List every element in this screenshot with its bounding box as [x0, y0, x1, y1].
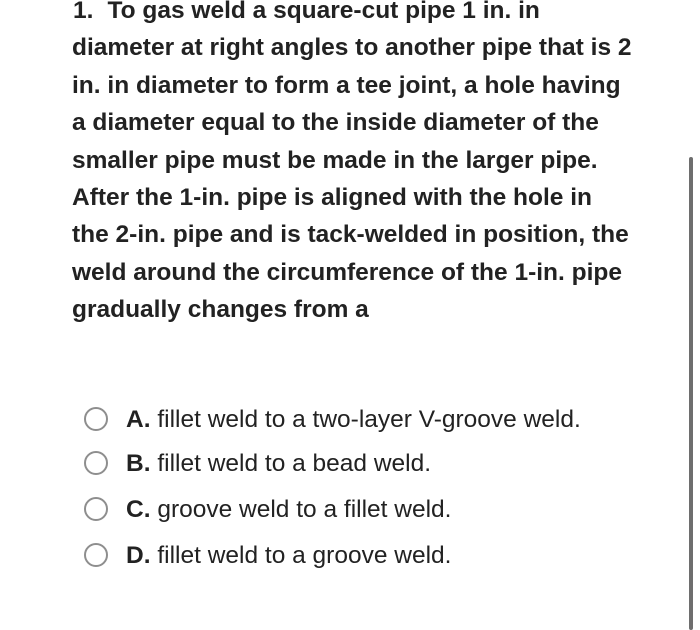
radio-button-icon[interactable] — [84, 497, 108, 521]
option-d-letter: D. — [126, 542, 151, 569]
radio-button-icon[interactable] — [84, 451, 108, 475]
option-d-text: fillet weld to a groove weld. — [157, 542, 452, 569]
option-d[interactable] — [84, 537, 624, 575]
option-c-text: groove weld to a fillet weld. — [157, 496, 452, 523]
option-a-letter: A. — [126, 406, 151, 433]
question-body: To gas weld a square-cut pipe 1 in. in diameter at right angles to another pipe that is 2 in. in diameter to form a tee joint, a hole having a diameter equal to the inside diameter of the smaller pipe must be made in the larger pipe. After the 1-in. pipe is aligned with the hole in the 2-in. pipe and is tack-welded in position, the weld around the circumference of the 1-in. pipe gradually changes from a — [72, 0, 632, 324]
option-c-letter: C. — [126, 496, 151, 523]
option-b[interactable] — [84, 445, 624, 483]
option-b-letter: B. — [126, 450, 151, 477]
option-b-text: fillet weld to a bead weld. — [157, 450, 432, 477]
option-c[interactable] — [84, 491, 624, 529]
scrollbar[interactable] — [689, 157, 693, 630]
option-a[interactable] — [84, 401, 624, 439]
question-number: 1. — [73, 0, 94, 24]
question-text — [72, 0, 632, 329]
radio-button-icon[interactable] — [84, 407, 108, 431]
radio-button-icon[interactable] — [84, 543, 108, 567]
answer-options — [84, 401, 624, 575]
option-a-text: fillet weld to a two-layer V-groove weld. — [157, 406, 581, 433]
